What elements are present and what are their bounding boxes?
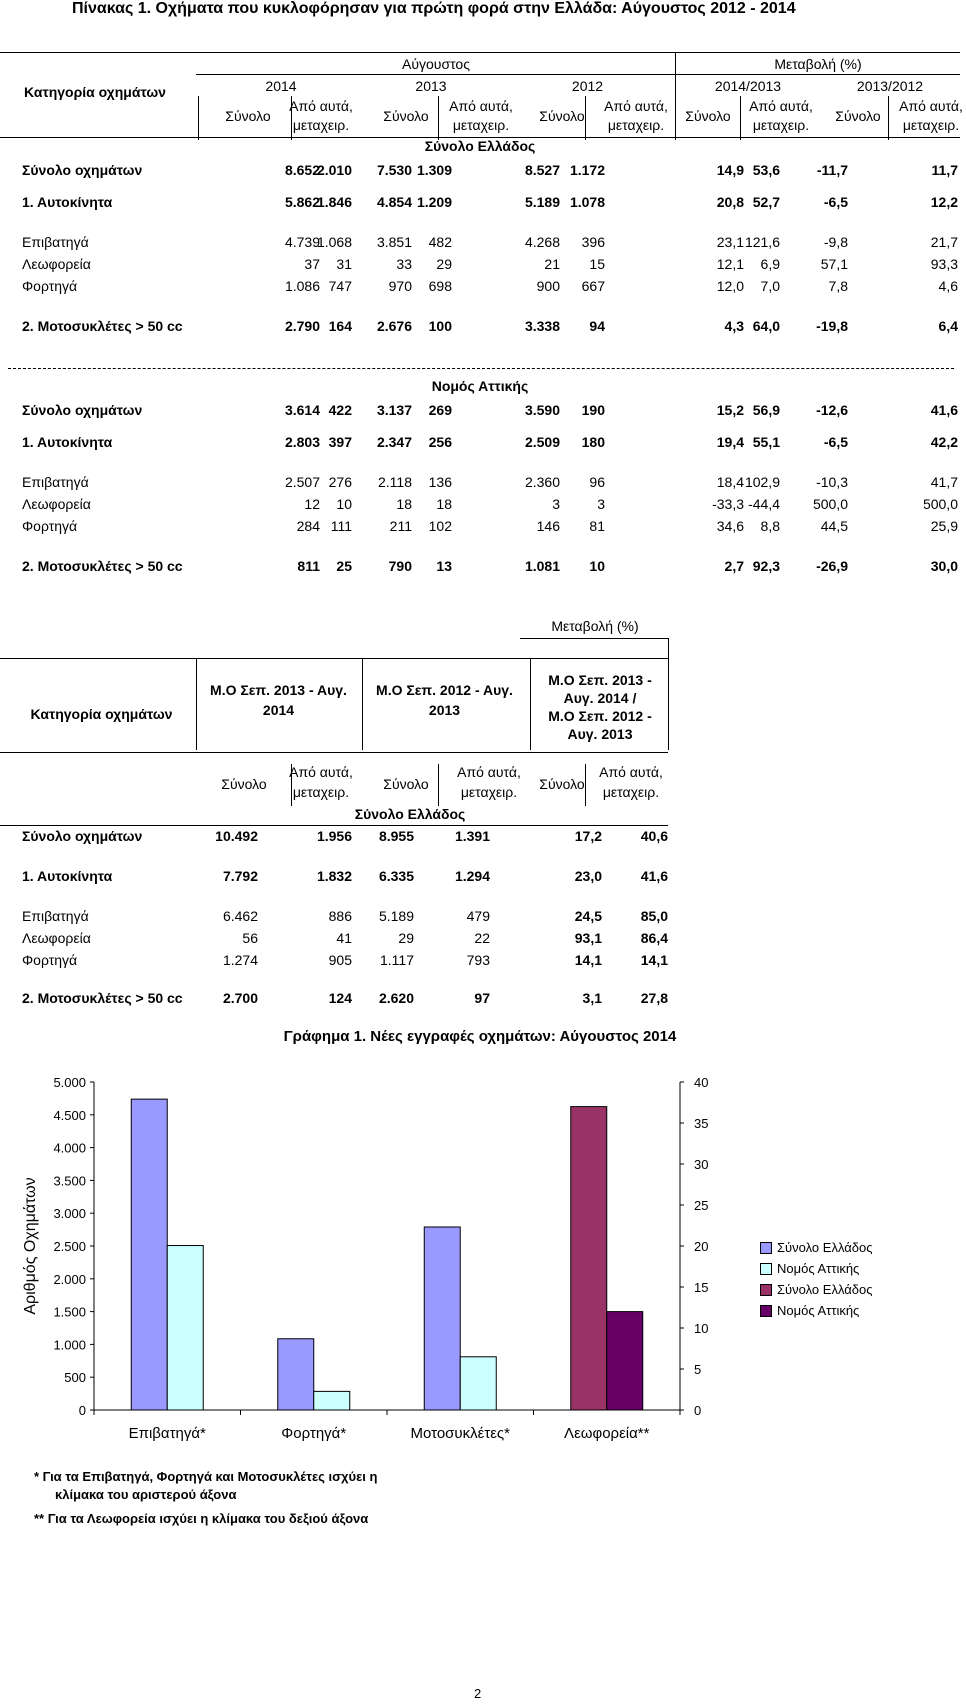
table-cell: 2.700 bbox=[222, 990, 258, 1006]
subheader-used: Από αυτά, bbox=[289, 98, 353, 114]
note-left-axis-cont: κλίμακα του αριστερού άξονα bbox=[55, 1487, 237, 1502]
table-cell: 29 bbox=[398, 930, 414, 946]
table-cell: 25 bbox=[336, 558, 352, 574]
table-cell: 29 bbox=[436, 256, 452, 272]
table-cell: 1.068 bbox=[316, 234, 352, 250]
table-cell: 93,3 bbox=[930, 256, 958, 272]
table-cell: 10.492 bbox=[215, 828, 258, 844]
legend-swatch bbox=[760, 1305, 772, 1317]
table-cell: 85,0 bbox=[640, 908, 668, 924]
table-cell: 3.851 bbox=[376, 234, 412, 250]
table-cell: 4.268 bbox=[524, 234, 560, 250]
note-left-axis: * Για τα Επιβατηγά, Φορτηγά και Μοτοσυκλέτες ισχύει η bbox=[34, 1469, 378, 1484]
table-rule bbox=[530, 658, 531, 750]
table-cell: 1.117 bbox=[380, 952, 414, 968]
table-rule bbox=[520, 638, 668, 639]
table-cell: 30,0 bbox=[930, 558, 958, 574]
table-cell: 3 bbox=[597, 496, 605, 512]
subheader-used: Από αυτά, bbox=[599, 764, 663, 780]
table-cell: 3.338 bbox=[524, 318, 560, 334]
table-cell: 2.507 bbox=[284, 474, 320, 490]
table-cell: 667 bbox=[581, 278, 605, 294]
subheader-total: Σύνολο bbox=[539, 108, 585, 124]
row-label: Επιβατηγά bbox=[22, 474, 89, 490]
table-cell: 1.391 bbox=[454, 828, 490, 844]
table-cell: 8,8 bbox=[760, 518, 780, 534]
table-cell: -6,5 bbox=[823, 434, 848, 450]
table-cell: 41,7 bbox=[930, 474, 958, 490]
table-cell: 164 bbox=[328, 318, 352, 334]
table-cell: 1.086 bbox=[284, 278, 320, 294]
left-tick-label: 3.000 bbox=[53, 1206, 86, 1222]
table-rule bbox=[585, 96, 586, 140]
table-cell: 11,7 bbox=[931, 162, 958, 178]
table-cell: 2.790 bbox=[284, 318, 320, 334]
table-cell: 6,4 bbox=[938, 318, 958, 334]
table-cell: 4,6 bbox=[938, 278, 958, 294]
subheader-total: Σύνολο bbox=[685, 108, 731, 124]
x-tick-label: Επιβατηγά* bbox=[128, 1425, 206, 1442]
left-tick-label: 500 bbox=[64, 1370, 86, 1386]
right-tick-label: 35 bbox=[694, 1116, 709, 1131]
right-tick-label: 10 bbox=[694, 1321, 709, 1336]
category-header: Κατηγορία οχημάτων bbox=[30, 706, 173, 722]
table-cell: 790 bbox=[388, 558, 412, 574]
page-number: 2 bbox=[474, 1686, 482, 1701]
table-cell: 92,3 bbox=[752, 558, 780, 574]
table-cell: 2.118 bbox=[378, 474, 412, 490]
table-cell: 10 bbox=[589, 558, 605, 574]
table-cell: 4,3 bbox=[724, 318, 744, 334]
table-cell: 7,8 bbox=[828, 278, 848, 294]
subheader-used: μεταχειρ. bbox=[602, 784, 660, 800]
table-rule bbox=[196, 74, 960, 75]
table-cell: 40,6 bbox=[640, 828, 668, 844]
table-cell: 146 bbox=[536, 518, 560, 534]
table-cell: 276 bbox=[328, 474, 352, 490]
legend-swatch bbox=[760, 1284, 772, 1296]
row-label: Φορτηγά bbox=[22, 518, 78, 534]
year-2012: 2012 bbox=[571, 78, 604, 94]
table-cell: 284 bbox=[296, 518, 320, 534]
legend-item bbox=[760, 1300, 873, 1321]
table-cell: -11,7 bbox=[816, 162, 848, 178]
legend-item bbox=[760, 1258, 873, 1279]
group-change: Μεταβολή (%) bbox=[551, 618, 639, 634]
table-cell: 1.078 bbox=[569, 194, 605, 210]
right-tick-label: 5 bbox=[694, 1362, 702, 1377]
table-cell: 20,8 bbox=[716, 194, 744, 210]
table-cell: 41,6 bbox=[930, 402, 958, 418]
table-cell: 397 bbox=[328, 434, 352, 450]
legend-item bbox=[760, 1279, 873, 1300]
table-cell: 56 bbox=[242, 930, 258, 946]
right-tick-label: 15 bbox=[694, 1280, 709, 1295]
table-cell: 793 bbox=[466, 952, 490, 968]
subheader-used: Από αυτά, bbox=[289, 764, 353, 780]
table-cell: 23,1 bbox=[716, 234, 744, 250]
table-cell: 2.360 bbox=[524, 474, 560, 490]
table-cell: 18,4 bbox=[716, 474, 744, 490]
row-label: Σύνολο οχημάτων bbox=[22, 162, 143, 178]
table-cell: 970 bbox=[388, 278, 412, 294]
table-cell: 7,0 bbox=[760, 278, 780, 294]
subheader-total: Σύνολο bbox=[539, 776, 585, 792]
table-cell: 124 bbox=[328, 990, 352, 1006]
note-right-axis: ** Για τα Λεωφορεία ισχύει η κλίμακα του δεξιού άξονα bbox=[34, 1511, 369, 1526]
table-rule bbox=[198, 96, 199, 140]
column-header-a: 2014 bbox=[262, 702, 295, 718]
x-tick-label: Λεωφορεία** bbox=[564, 1425, 650, 1442]
table-cell: 33 bbox=[396, 256, 412, 272]
row-label: Φορτηγά bbox=[22, 278, 78, 294]
column-header-a: Μ.Ο Σεπ. 2013 - Αυγ. bbox=[210, 682, 347, 698]
table-cell: 15,2 bbox=[716, 402, 744, 418]
table-cell: 396 bbox=[581, 234, 605, 250]
table-cell: 34,6 bbox=[716, 518, 744, 534]
row-label: Λεωφορεία bbox=[22, 496, 91, 512]
subheader-total: Σύνολο bbox=[225, 108, 271, 124]
table-cell: 6,9 bbox=[760, 256, 780, 272]
table-cell: 422 bbox=[328, 402, 352, 418]
table-cell: 41 bbox=[336, 930, 352, 946]
row-label: 2. Μοτοσυκλέτες > 50 cc bbox=[22, 990, 183, 1006]
table-rule bbox=[675, 52, 676, 140]
table-cell: 42,2 bbox=[930, 434, 958, 450]
row-label: 2. Μοτοσυκλέτες > 50 cc bbox=[22, 558, 183, 574]
subheader-used: Από αυτά, bbox=[899, 98, 963, 114]
table-cell: 6.462 bbox=[222, 908, 258, 924]
table-cell: 86,4 bbox=[640, 930, 668, 946]
subheader-used: μεταχειρ. bbox=[607, 117, 665, 133]
table-cell: 482 bbox=[428, 234, 452, 250]
table-cell: -12,6 bbox=[816, 402, 848, 418]
row-label: 2. Μοτοσυκλέτες > 50 cc bbox=[22, 318, 183, 334]
legend-label: Σύνολο Ελλάδος bbox=[777, 1240, 873, 1255]
table-cell: 37 bbox=[304, 256, 320, 272]
bar bbox=[131, 1099, 167, 1410]
table-cell: 19,4 bbox=[716, 434, 744, 450]
column-header-change: Μ.Ο Σεπ. 2012 - bbox=[548, 708, 652, 724]
table-cell: -26,9 bbox=[816, 558, 848, 574]
y-axis-title: Αριθμός Οχημάτων bbox=[22, 1177, 39, 1315]
table-cell: 811 bbox=[297, 558, 320, 574]
chart-legend bbox=[760, 1237, 873, 1321]
section-title: Σύνολο Ελλάδος bbox=[354, 806, 466, 822]
right-tick-label: 0 bbox=[694, 1403, 702, 1418]
left-tick-label: 0 bbox=[78, 1403, 86, 1418]
table-cell: 12,0 bbox=[716, 278, 744, 294]
row-label: Λεωφορεία bbox=[22, 930, 91, 946]
table-cell: 121,6 bbox=[744, 234, 780, 250]
subheader-used: Από αυτά, bbox=[449, 98, 513, 114]
table-cell: 53,6 bbox=[752, 162, 780, 178]
legend-label: Νομός Αττικής bbox=[777, 1261, 860, 1276]
table-cell: 18 bbox=[436, 496, 452, 512]
table-cell: 1.832 bbox=[316, 868, 352, 884]
bar bbox=[167, 1246, 203, 1410]
table-cell: 44,5 bbox=[820, 518, 848, 534]
table-cell: 21,7 bbox=[930, 234, 958, 250]
table-rule bbox=[740, 96, 741, 140]
table-cell: 14,1 bbox=[640, 952, 668, 968]
table-cell: 14,1 bbox=[574, 952, 602, 968]
table-cell: 3.590 bbox=[524, 402, 560, 418]
table-rule bbox=[0, 825, 668, 826]
table-cell: 8.527 bbox=[524, 162, 560, 178]
table-cell: 1.294 bbox=[454, 868, 490, 884]
left-tick-label: 1.000 bbox=[53, 1337, 86, 1353]
table-cell: 96 bbox=[589, 474, 605, 490]
row-label: 1. Αυτοκίνητα bbox=[22, 434, 113, 450]
table-cell: 190 bbox=[581, 402, 605, 418]
table-cell: 5.189 bbox=[378, 908, 414, 924]
table-cell: -9,8 bbox=[823, 234, 848, 250]
table-cell: 269 bbox=[428, 402, 452, 418]
table-cell: 57,1 bbox=[820, 256, 848, 272]
legend-swatch bbox=[760, 1242, 772, 1254]
table-cell: 256 bbox=[428, 434, 452, 450]
table-cell: 21 bbox=[544, 256, 560, 272]
table-cell: 102 bbox=[428, 518, 452, 534]
table-cell: 900 bbox=[536, 278, 560, 294]
left-tick-label: 2.500 bbox=[53, 1239, 86, 1254]
table-cell: 180 bbox=[581, 434, 605, 450]
table-cell: 93,1 bbox=[574, 930, 602, 946]
table-rule bbox=[196, 658, 197, 750]
table-cell: 22 bbox=[474, 930, 490, 946]
subheader-used: Από αυτά, bbox=[749, 98, 813, 114]
table-cell: 4.739 bbox=[284, 234, 320, 250]
table-cell: 12 bbox=[304, 496, 320, 512]
table-cell: 2.010 bbox=[316, 162, 352, 178]
right-tick-label: 30 bbox=[694, 1157, 709, 1172]
subheader-used: Από αυτά, bbox=[457, 764, 521, 780]
table-cell: 12,1 bbox=[716, 256, 744, 272]
table-cell: -19,8 bbox=[816, 318, 848, 334]
table-cell: 15 bbox=[589, 256, 605, 272]
table-cell: 3,1 bbox=[582, 990, 602, 1006]
table-cell: 2.347 bbox=[376, 434, 412, 450]
table-rule bbox=[0, 752, 668, 753]
right-tick-label: 25 bbox=[694, 1198, 709, 1213]
table-cell: 479 bbox=[466, 908, 490, 924]
row-label: Επιβατηγά bbox=[22, 234, 89, 250]
bar bbox=[424, 1227, 460, 1410]
table-rule bbox=[585, 764, 586, 806]
table-cell: 500,0 bbox=[922, 496, 958, 512]
bar bbox=[460, 1357, 496, 1410]
row-label: 1. Αυτοκίνητα bbox=[22, 868, 113, 884]
left-tick-label: 1.500 bbox=[53, 1304, 86, 1320]
table-cell: -10,3 bbox=[816, 474, 848, 490]
table-cell: 41,6 bbox=[640, 868, 668, 884]
year-2013-2012: 2013/2012 bbox=[856, 78, 924, 94]
table-cell: 55,1 bbox=[752, 434, 780, 450]
table-cell: 64,0 bbox=[752, 318, 780, 334]
legend-swatch bbox=[760, 1263, 772, 1275]
legend-label: Σύνολο Ελλάδος bbox=[777, 1282, 873, 1297]
column-header-change: Αυγ. 2013 bbox=[567, 726, 633, 742]
table-cell: 12,2 bbox=[930, 194, 958, 210]
subheader-used: μεταχειρ. bbox=[292, 117, 350, 133]
table-cell: 81 bbox=[589, 518, 605, 534]
table-rule bbox=[362, 658, 363, 750]
table-cell: 2.803 bbox=[284, 434, 320, 450]
table-cell: 52,7 bbox=[752, 194, 780, 210]
row-label: Λεωφορεία bbox=[22, 256, 91, 272]
table-cell: 6.335 bbox=[378, 868, 414, 884]
subheader-total: Σύνολο bbox=[383, 776, 429, 792]
subheader-used: Από αυτά, bbox=[604, 98, 668, 114]
left-tick-label: 4.500 bbox=[53, 1107, 86, 1123]
x-tick-label: Μοτοσυκλέτες* bbox=[410, 1425, 511, 1442]
table-cell: -33,3 bbox=[712, 496, 744, 512]
left-tick-label: 4.000 bbox=[53, 1140, 86, 1156]
column-header-b: 2013 bbox=[428, 702, 461, 718]
table-cell: 24,5 bbox=[574, 908, 602, 924]
row-label: Σύνολο οχημάτων bbox=[22, 828, 143, 844]
table-cell: 2,7 bbox=[724, 558, 744, 574]
table-cell: 2.676 bbox=[376, 318, 412, 334]
table-cell: 27,8 bbox=[640, 990, 668, 1006]
table-rule bbox=[668, 638, 669, 750]
table-cell: 97 bbox=[474, 990, 490, 1006]
section-title: Νομός Αττικής bbox=[431, 378, 529, 394]
row-label: Επιβατηγά bbox=[22, 908, 89, 924]
subheader-used: μεταχειρ. bbox=[752, 117, 810, 133]
table-cell: 1.274 bbox=[222, 952, 258, 968]
table-cell: 1.956 bbox=[316, 828, 352, 844]
table-cell: 100 bbox=[428, 318, 452, 334]
year-2014-2013: 2014/2013 bbox=[714, 78, 782, 94]
subheader-used: μεταχειρ. bbox=[452, 117, 510, 133]
table-cell: 56,9 bbox=[752, 402, 780, 418]
table-cell: -6,5 bbox=[823, 194, 848, 210]
left-tick-label: 2.000 bbox=[53, 1271, 86, 1287]
right-tick-label: 20 bbox=[694, 1239, 709, 1254]
table-cell: 13 bbox=[436, 558, 452, 574]
table-cell: 3.137 bbox=[376, 402, 412, 418]
right-tick-label: 40 bbox=[694, 1075, 709, 1090]
table-cell: 17,2 bbox=[574, 828, 602, 844]
section-title: Σύνολο Ελλάδος bbox=[424, 138, 536, 154]
left-tick-label: 3.500 bbox=[53, 1173, 86, 1189]
table-cell: 3 bbox=[552, 496, 560, 512]
table-cell: 31 bbox=[336, 256, 352, 272]
table-cell: 7.792 bbox=[222, 868, 258, 884]
row-label: 1. Αυτοκίνητα bbox=[22, 194, 113, 210]
group-change: Μεταβολή (%) bbox=[774, 56, 862, 72]
subheader-used: μεταχειρ. bbox=[902, 117, 960, 133]
table-cell: 2.509 bbox=[524, 434, 560, 450]
row-label: Φορτηγά bbox=[22, 952, 78, 968]
table-cell: 5.189 bbox=[524, 194, 560, 210]
table-cell: 1.309 bbox=[416, 162, 452, 178]
table-cell: 2.620 bbox=[378, 990, 414, 1006]
table-rule bbox=[0, 52, 960, 53]
year-2013: 2013 bbox=[415, 78, 447, 94]
table-cell: 1.846 bbox=[316, 194, 352, 210]
table-rule bbox=[438, 96, 439, 140]
table-cell: 18 bbox=[396, 496, 412, 512]
table-cell: 23,0 bbox=[574, 868, 602, 884]
table-cell: 25,9 bbox=[930, 518, 958, 534]
table-cell: 500,0 bbox=[812, 496, 848, 512]
table-cell: 8.652 bbox=[284, 162, 320, 178]
group-august: Αύγουστος bbox=[402, 56, 470, 72]
table-cell: 1.081 bbox=[524, 558, 560, 574]
table-rule bbox=[291, 96, 292, 140]
table-rule bbox=[438, 764, 439, 806]
bar bbox=[571, 1107, 607, 1410]
left-tick-label: 5.000 bbox=[53, 1075, 86, 1090]
table-cell: 698 bbox=[428, 278, 452, 294]
column-header-change: Αυγ. 2014 / bbox=[563, 690, 637, 706]
table-cell: 14,9 bbox=[716, 162, 744, 178]
table-cell: 1.209 bbox=[416, 194, 452, 210]
year-2014: 2014 bbox=[265, 78, 297, 94]
table-cell: 8.955 bbox=[378, 828, 414, 844]
table-cell: 905 bbox=[328, 952, 352, 968]
bar bbox=[607, 1312, 643, 1410]
chart-title: Γράφημα 1. Νέες εγγραφές οχημάτων: Αύγουστος 2014 bbox=[283, 1028, 677, 1045]
table-cell: 136 bbox=[428, 474, 452, 490]
legend-label: Νομός Αττικής bbox=[777, 1303, 860, 1318]
table-cell: 211 bbox=[389, 518, 412, 534]
column-header-b: Μ.Ο Σεπ. 2012 - Αυγ. bbox=[376, 682, 513, 698]
table-cell: 7.530 bbox=[376, 162, 412, 178]
table-cell: 94 bbox=[589, 318, 605, 334]
table-cell: 4.854 bbox=[376, 194, 412, 210]
row-label: Σύνολο οχημάτων bbox=[22, 402, 143, 418]
table-cell: 10 bbox=[336, 496, 352, 512]
table-rule bbox=[291, 764, 292, 806]
table-cell: 102,9 bbox=[744, 474, 780, 490]
bar bbox=[314, 1391, 350, 1410]
table-cell: 5.862 bbox=[284, 194, 320, 210]
bar bbox=[278, 1339, 314, 1410]
table-cell: 111 bbox=[330, 518, 352, 534]
column-header-change: Μ.Ο Σεπ. 2013 - bbox=[548, 672, 652, 688]
table-cell: 1.172 bbox=[569, 162, 605, 178]
table-cell: 886 bbox=[328, 908, 352, 924]
subheader-total: Σύνολο bbox=[383, 108, 429, 124]
x-tick-label: Φορτηγά* bbox=[281, 1425, 347, 1442]
category-header: Κατηγορία οχημάτων bbox=[24, 84, 166, 100]
subheader-total: Σύνολο bbox=[221, 776, 267, 792]
table-rule bbox=[0, 658, 668, 659]
table-cell: 747 bbox=[328, 278, 352, 294]
table-cell: -44,4 bbox=[748, 496, 780, 512]
table-cell: 3.614 bbox=[284, 402, 320, 418]
dashed-separator bbox=[8, 368, 954, 369]
subheader-total: Σύνολο bbox=[835, 108, 881, 124]
table-rule bbox=[888, 96, 889, 140]
subheader-used: μεταχειρ. bbox=[292, 784, 350, 800]
subheader-used: μεταχειρ. bbox=[460, 784, 518, 800]
legend-item bbox=[760, 1237, 873, 1258]
page-title: Πίνακας 1. Οχήματα που κυκλοφόρησαν για πρώτη φορά στην Ελλάδα: Αύγουστος 2012 - 2014 bbox=[72, 0, 796, 17]
